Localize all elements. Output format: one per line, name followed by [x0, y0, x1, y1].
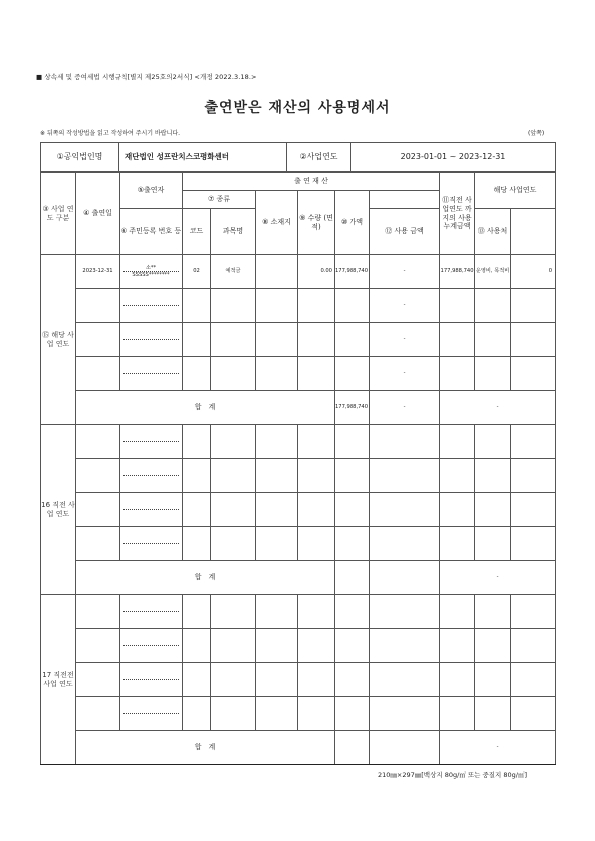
side-label: (앞쪽) [528, 130, 545, 137]
total-label-16: 합 계 [76, 561, 335, 595]
row1-name: 소** [123, 265, 179, 273]
usage-table [40, 172, 556, 765]
total-used-15: - [440, 391, 556, 425]
col-code: 코드 [183, 209, 211, 255]
total-used-17: - [440, 731, 556, 765]
row1-used: 177,988,740 [440, 255, 475, 289]
org-name-label: ①공익법인명 [41, 143, 119, 172]
form-reference: ■ 상속세 및 증여세법 시행규칙[별지 제25호의2서식] <개정 2022.3.18.> [36, 73, 257, 81]
row1-date: 2023-12-31 [76, 255, 120, 289]
col-used-amount: ⑫ 사용 금액 [370, 209, 440, 255]
row1-place: 운영비, 목적비 [475, 255, 511, 289]
col-id-number: ⑥ 주민등록 번호 등 [120, 209, 183, 255]
row1-id: SSSSS******** [132, 272, 170, 278]
total-used-16: - [440, 561, 556, 595]
col-location: ⑧ 소재지 [256, 191, 298, 255]
total-label-15: 합 계 [76, 391, 335, 425]
instruction-note: ※ 뒤쪽의 작성방법을 읽고 작성하여 주시기 바랍니다. [40, 130, 181, 137]
col-current-year: 해당 사업연도 [475, 173, 556, 209]
col-used-place: ⑬ 사용처 [475, 209, 511, 255]
col-year-type: ③ 사업 연도 구분 [41, 173, 76, 255]
fiscal-year-label: ②사업연도 [287, 143, 351, 172]
total-amount-15: 177,988,740 [335, 391, 370, 425]
org-name-value: 재단법인 성프란치스코평화센터 [119, 143, 287, 172]
row1-location [256, 255, 298, 289]
row1-prev: - [370, 255, 440, 289]
section-prev-year: 16 직전 사업 연도 [41, 425, 76, 595]
col-asset-group: 출 연 재 산 [183, 173, 440, 191]
row1-code: 02 [183, 255, 211, 289]
col-contribution-date: ④ 출연일 [76, 173, 120, 255]
row1-quantity: 0.00 [298, 255, 335, 289]
row1-amount: 177,988,740 [335, 255, 370, 289]
total-label-17: 합 계 [76, 731, 335, 765]
col-contributor: ⑤출연자 [120, 173, 183, 209]
col-quantity: ⑨ 수량 (면적) [298, 191, 335, 255]
row1-unused: 0 [511, 255, 556, 289]
row4-prev: - [370, 357, 440, 391]
org-info-table [40, 142, 556, 172]
page-title: 출연받은 재산의 사용명세서 [204, 100, 391, 116]
fiscal-year-value: 2023-01-01 ~ 2023-12-31 [351, 143, 556, 172]
row3-prev: - [370, 323, 440, 357]
section-prev-prev-year: 17 직전전 사업 연도 [41, 595, 76, 765]
row1-account: 예적금 [211, 255, 256, 289]
col-value: ⑩ 가액 [335, 191, 370, 255]
paper-spec: 210㎜×297㎜[백상지 80g/㎡ 또는 중질지 80g/㎡] [378, 771, 528, 779]
total-prev-15: - [370, 391, 440, 425]
col-prev-total: ⑪직전 사업연도 까지의 사용누계금액 [440, 173, 475, 255]
row2-prev: - [370, 289, 440, 323]
col-account: 과목명 [211, 209, 256, 255]
col-kind: ⑦ 종류 [183, 191, 256, 209]
section-current-year: ⑮ 해당 사업 연도 [41, 255, 76, 425]
